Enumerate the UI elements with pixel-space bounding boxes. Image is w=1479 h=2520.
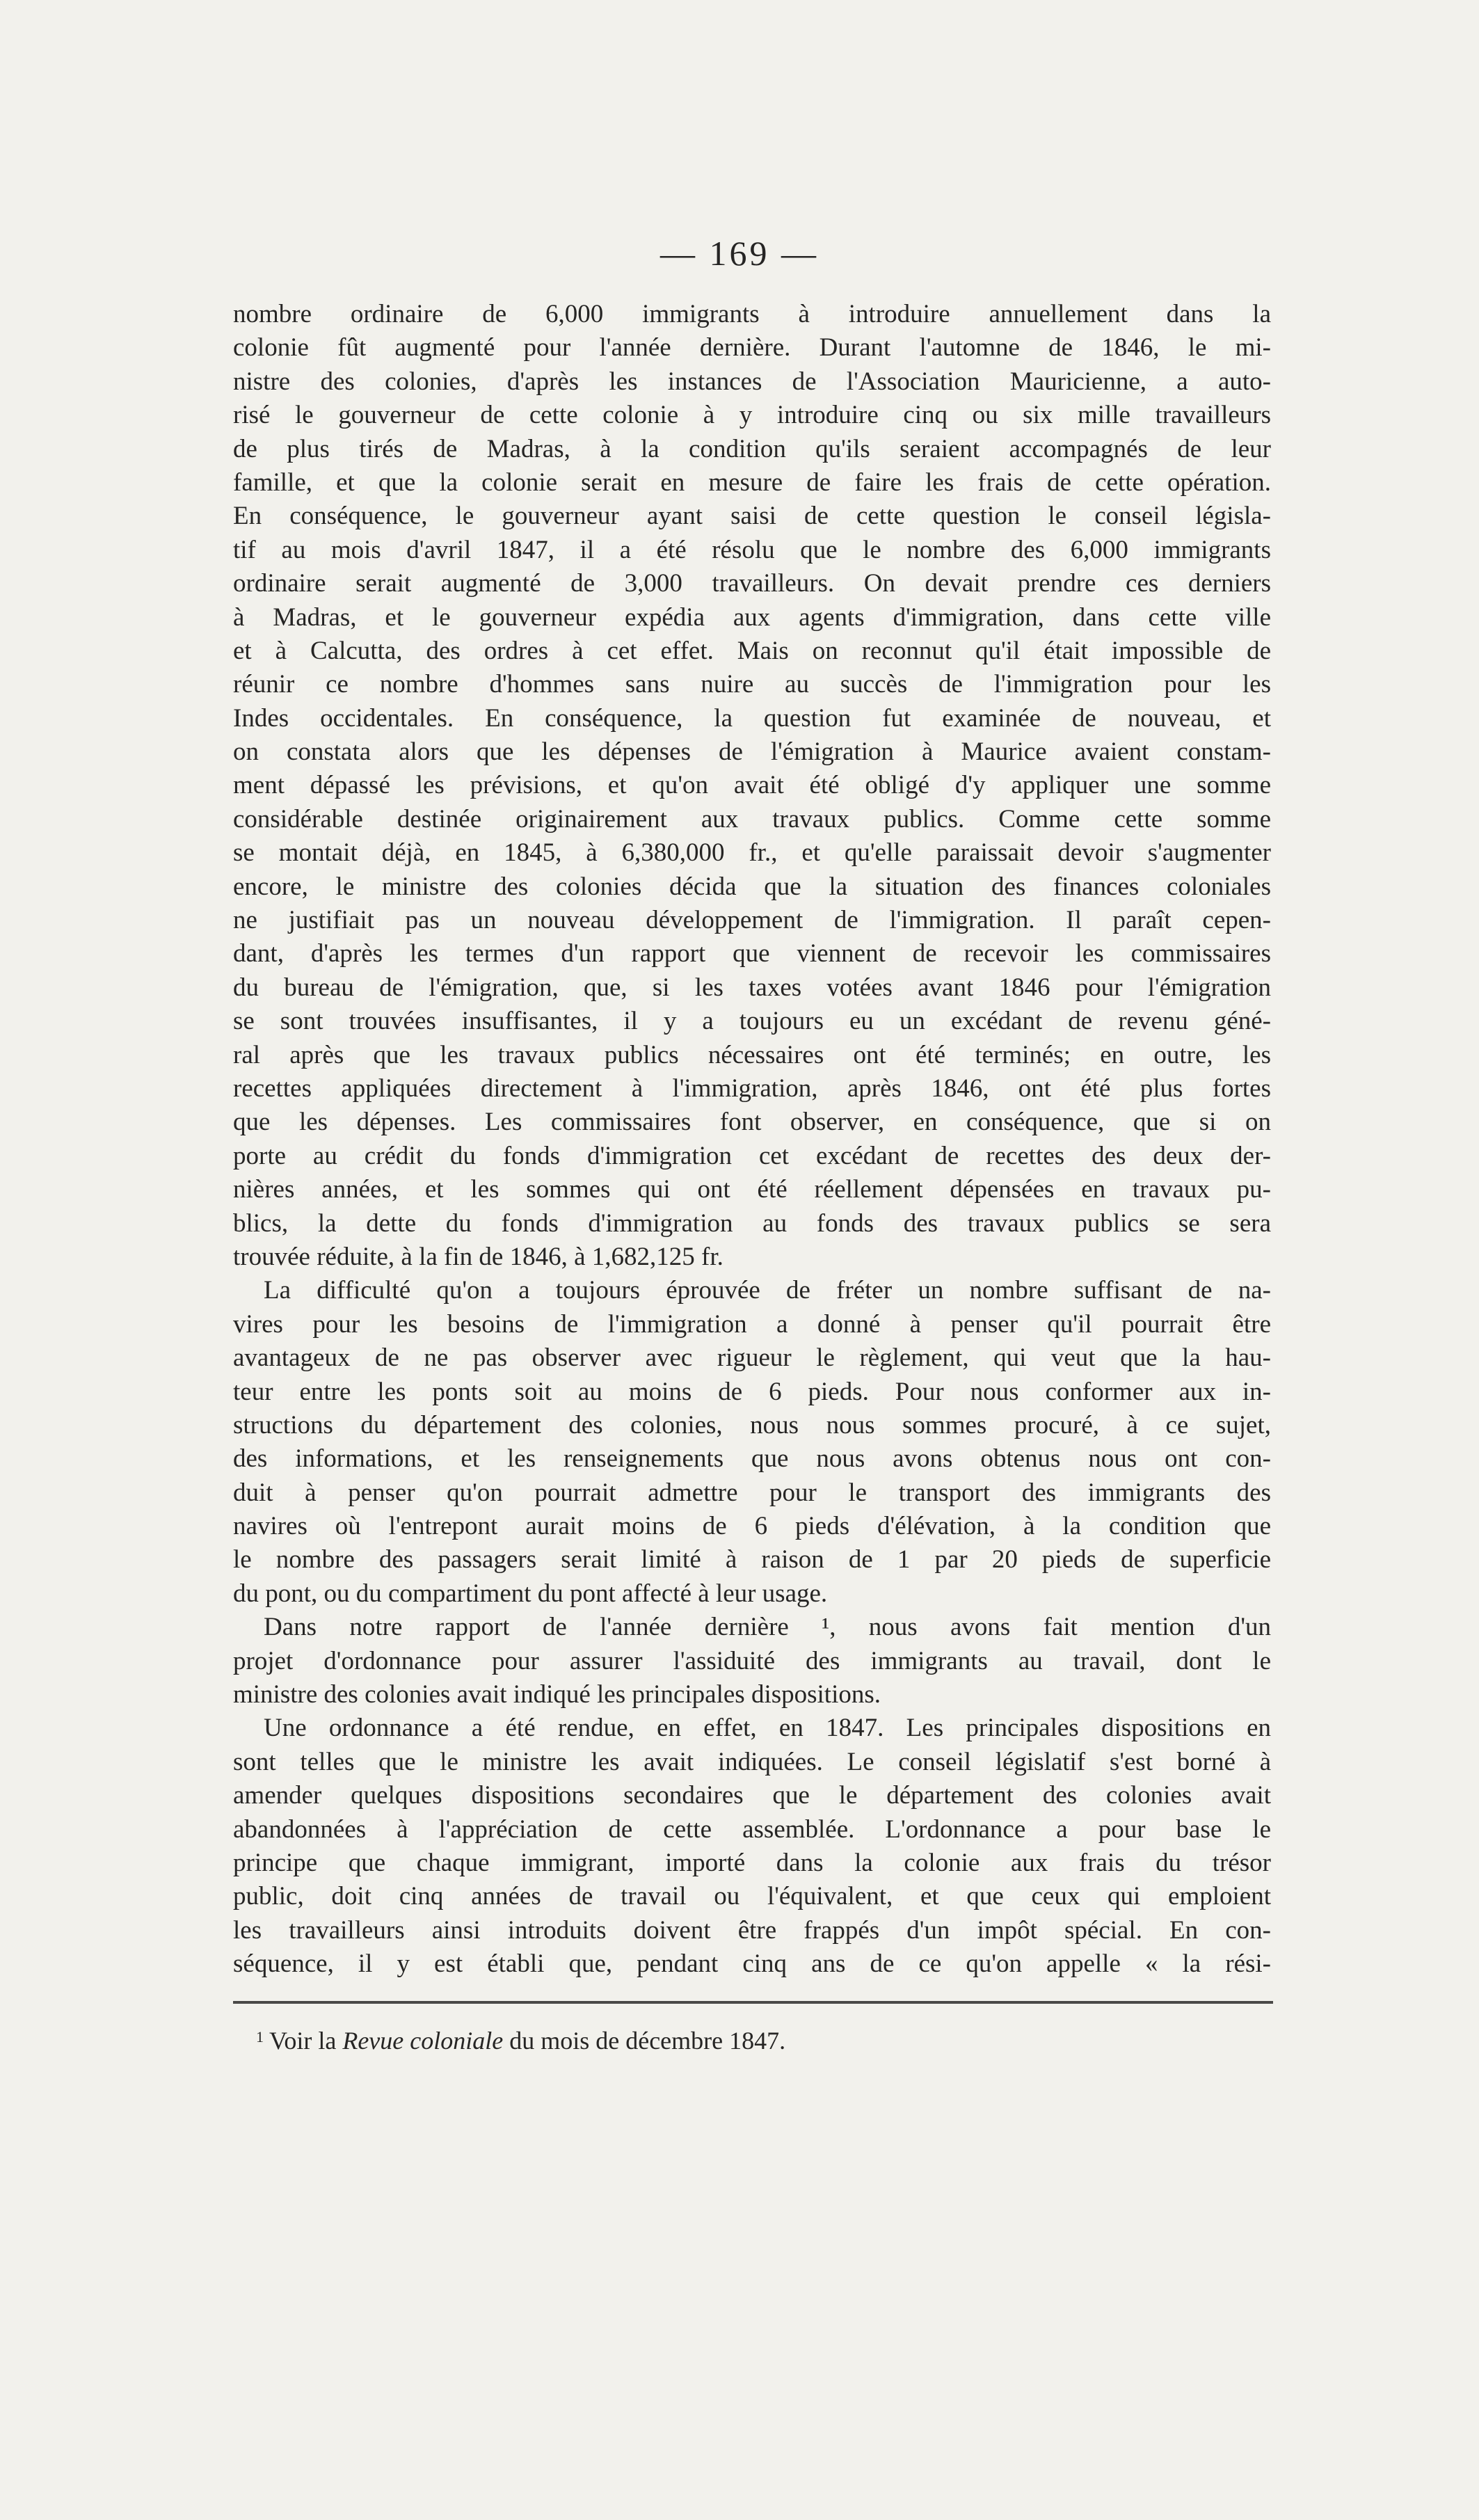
text-line: projet d'ordonnance pour assurer l'assiduité des immigrants au travail, dont le	[233, 1646, 1271, 1675]
text-line: Dans notre rapport de l'année dernière ¹, nous avons fait mention d'un	[264, 1613, 1271, 1642]
text-line: tif au mois d'avril 1847, il a été résolu que le nombre des 6,000 immigrants	[233, 535, 1271, 564]
text-line: Une ordonnance a été rendue, en effet, en 1847. Les principales dispositions en	[264, 1714, 1271, 1743]
text-line: famille, et que la colonie serait en mesure de faire les frais de cette opération.	[233, 468, 1271, 497]
text-line: des informations, et les renseignements que nous avons obtenus nous ont con-	[233, 1444, 1271, 1474]
text-line: de plus tirés de Madras, à la condition qu'ils seraient accompagnés de leur	[233, 434, 1271, 463]
text-line: Indes occidentales. En conséquence, la question fut examinée de nouveau, et	[233, 703, 1271, 733]
text-line: En conséquence, le gouverneur ayant saisi de cette question le conseil législa-	[233, 502, 1271, 531]
text-line: le nombre des passagers serait limité à raison de 1 par 20 pieds de superficie	[233, 1545, 1271, 1574]
text-line: blics, la dette du fonds d'immigration au fonds des travaux publics se sera	[233, 1209, 1271, 1238]
text-line: ordinaire serait augmenté de 3,000 travailleurs. On devait prendre ces derniers	[233, 569, 1271, 598]
text-line: que les dépenses. Les commissaires font observer, en conséquence, que si on	[233, 1108, 1271, 1137]
page-number: — 169 —	[660, 234, 819, 273]
text-line: trouvée réduite, à la fin de 1846, à 1,682,125 fr.	[233, 1242, 723, 1271]
footnote	[256, 2026, 785, 2055]
text-line: sont telles que le ministre les avait indiquées. Le conseil législatif s'est borné à	[233, 1747, 1271, 1776]
text-line: réunir ce nombre d'hommes sans nuire au succès de l'immigration pour les	[233, 670, 1271, 699]
text-line: séquence, il y est établi que, pendant cinq ans de ce qu'on appelle « la rési-	[233, 1949, 1271, 1979]
text-line: du pont, ou du compartiment du pont affecté à leur usage.	[233, 1579, 828, 1608]
text-line: se montait déjà, en 1845, à 6,380,000 fr., et qu'elle paraissait devoir s'augmenter	[233, 838, 1271, 868]
text-line: nistre des colonies, d'après les instances de l'Association Mauricienne, a auto-	[233, 367, 1271, 396]
text-line: on constata alors que les dépenses de l'émigration à Maurice avaient constam-	[233, 737, 1271, 767]
footnote-divider	[233, 2001, 1273, 2004]
text-line: vires pour les besoins de l'immigration a donné à penser qu'il pourrait être	[233, 1309, 1271, 1339]
text-line: principe que chaque immigrant, importé dans la colonie aux frais du trésor	[233, 1848, 1271, 1877]
text-line: nières années, et les sommes qui ont été réellement dépensées en travaux pu-	[233, 1175, 1271, 1204]
text-line: duit à penser qu'on pourrait admettre pour le transport des immigrants des	[233, 1478, 1271, 1507]
text-line: encore, le ministre des colonies décida que la situation des finances coloniales	[233, 872, 1271, 901]
text-line: nombre ordinaire de 6,000 immigrants à introduire annuellement dans la	[233, 300, 1271, 328]
text-line: se sont trouvées insuffisantes, il y a toujours eu un excédant de revenu géné-	[233, 1007, 1271, 1036]
text-line: structions du département des colonies, nous nous sommes procuré, à ce sujet,	[233, 1410, 1271, 1440]
text-line: les travailleurs ainsi introduits doivent être frappés d'un impôt spécial. En con-	[233, 1915, 1271, 1945]
text-line: du bureau de l'émigration, que, si les taxes votées avant 1846 pour l'émigration	[233, 973, 1271, 1002]
text-line: ministre des colonies avait indiqué les principales dispositions.	[233, 1680, 881, 1709]
text-line: La difficulté qu'on a toujours éprouvée de fréter un nombre suffisant de na-	[264, 1276, 1271, 1305]
paragraph	[233, 1712, 1271, 1981]
text-line: porte au crédit du fonds d'immigration cet excédant de recettes des deux der-	[233, 1141, 1271, 1170]
text-line: colonie fût augmenté pour l'année dernière. Durant l'automne de 1846, le mi-	[233, 333, 1271, 362]
footnote-text-before: Voir la	[269, 2027, 343, 2055]
text-line: ral après que les travaux publics nécessaires ont été terminés; en outre, les	[233, 1040, 1271, 1069]
text-line: abandonnées à l'appréciation de cette assemblée. L'ordonnance a pour base le	[233, 1815, 1271, 1844]
text-line: teur entre les ponts soit au moins de 6 pieds. Pour nous conformer aux in-	[233, 1377, 1271, 1406]
text-line: à Madras, et le gouverneur expédia aux agents d'immigration, dans cette ville	[233, 603, 1271, 632]
text-line: risé le gouverneur de cette colonie à y introduire cinq ou six mille travailleurs	[233, 401, 1271, 430]
text-line: ne justifiait pas un nouveau développement de l'immigration. Il paraît cepen-	[233, 906, 1271, 935]
text-line: amender quelques dispositions secondaires que le département des colonies avait	[233, 1781, 1271, 1810]
text-line: navires où l'entrepont aurait moins de 6 pieds d'élévation, à la condition que	[233, 1512, 1271, 1541]
paragraph	[233, 1274, 1271, 1611]
text-line: dant, d'après les termes d'un rapport que viennent de recevoir les commissaires	[233, 939, 1271, 968]
body-text	[233, 298, 1271, 1981]
text-line: et à Calcutta, des ordres à cet effet. Mais on reconnut qu'il était impossible de	[233, 636, 1271, 665]
paragraph	[233, 298, 1271, 1274]
text-line: ment dépassé les prévisions, et qu'on avait été obligé d'y appliquer une somme	[233, 771, 1271, 800]
paragraph	[233, 1611, 1271, 1712]
footnote-text-after: du mois de décembre 1847.	[503, 2027, 786, 2055]
text-line: avantageux de ne pas observer avec rigueur le règlement, qui veut que la hau-	[233, 1343, 1271, 1373]
text-line: considérable destinée originairement aux travaux publics. Comme cette somme	[233, 804, 1271, 834]
footnote-marker: 1	[256, 2028, 264, 2045]
footnote-journal-title: Revue coloniale	[342, 2027, 504, 2055]
text-line: recettes appliquées directement à l'immigration, après 1846, ont été plus fortes	[233, 1074, 1271, 1103]
text-line: public, doit cinq années de travail ou l'équivalent, et que ceux qui emploient	[233, 1882, 1271, 1911]
